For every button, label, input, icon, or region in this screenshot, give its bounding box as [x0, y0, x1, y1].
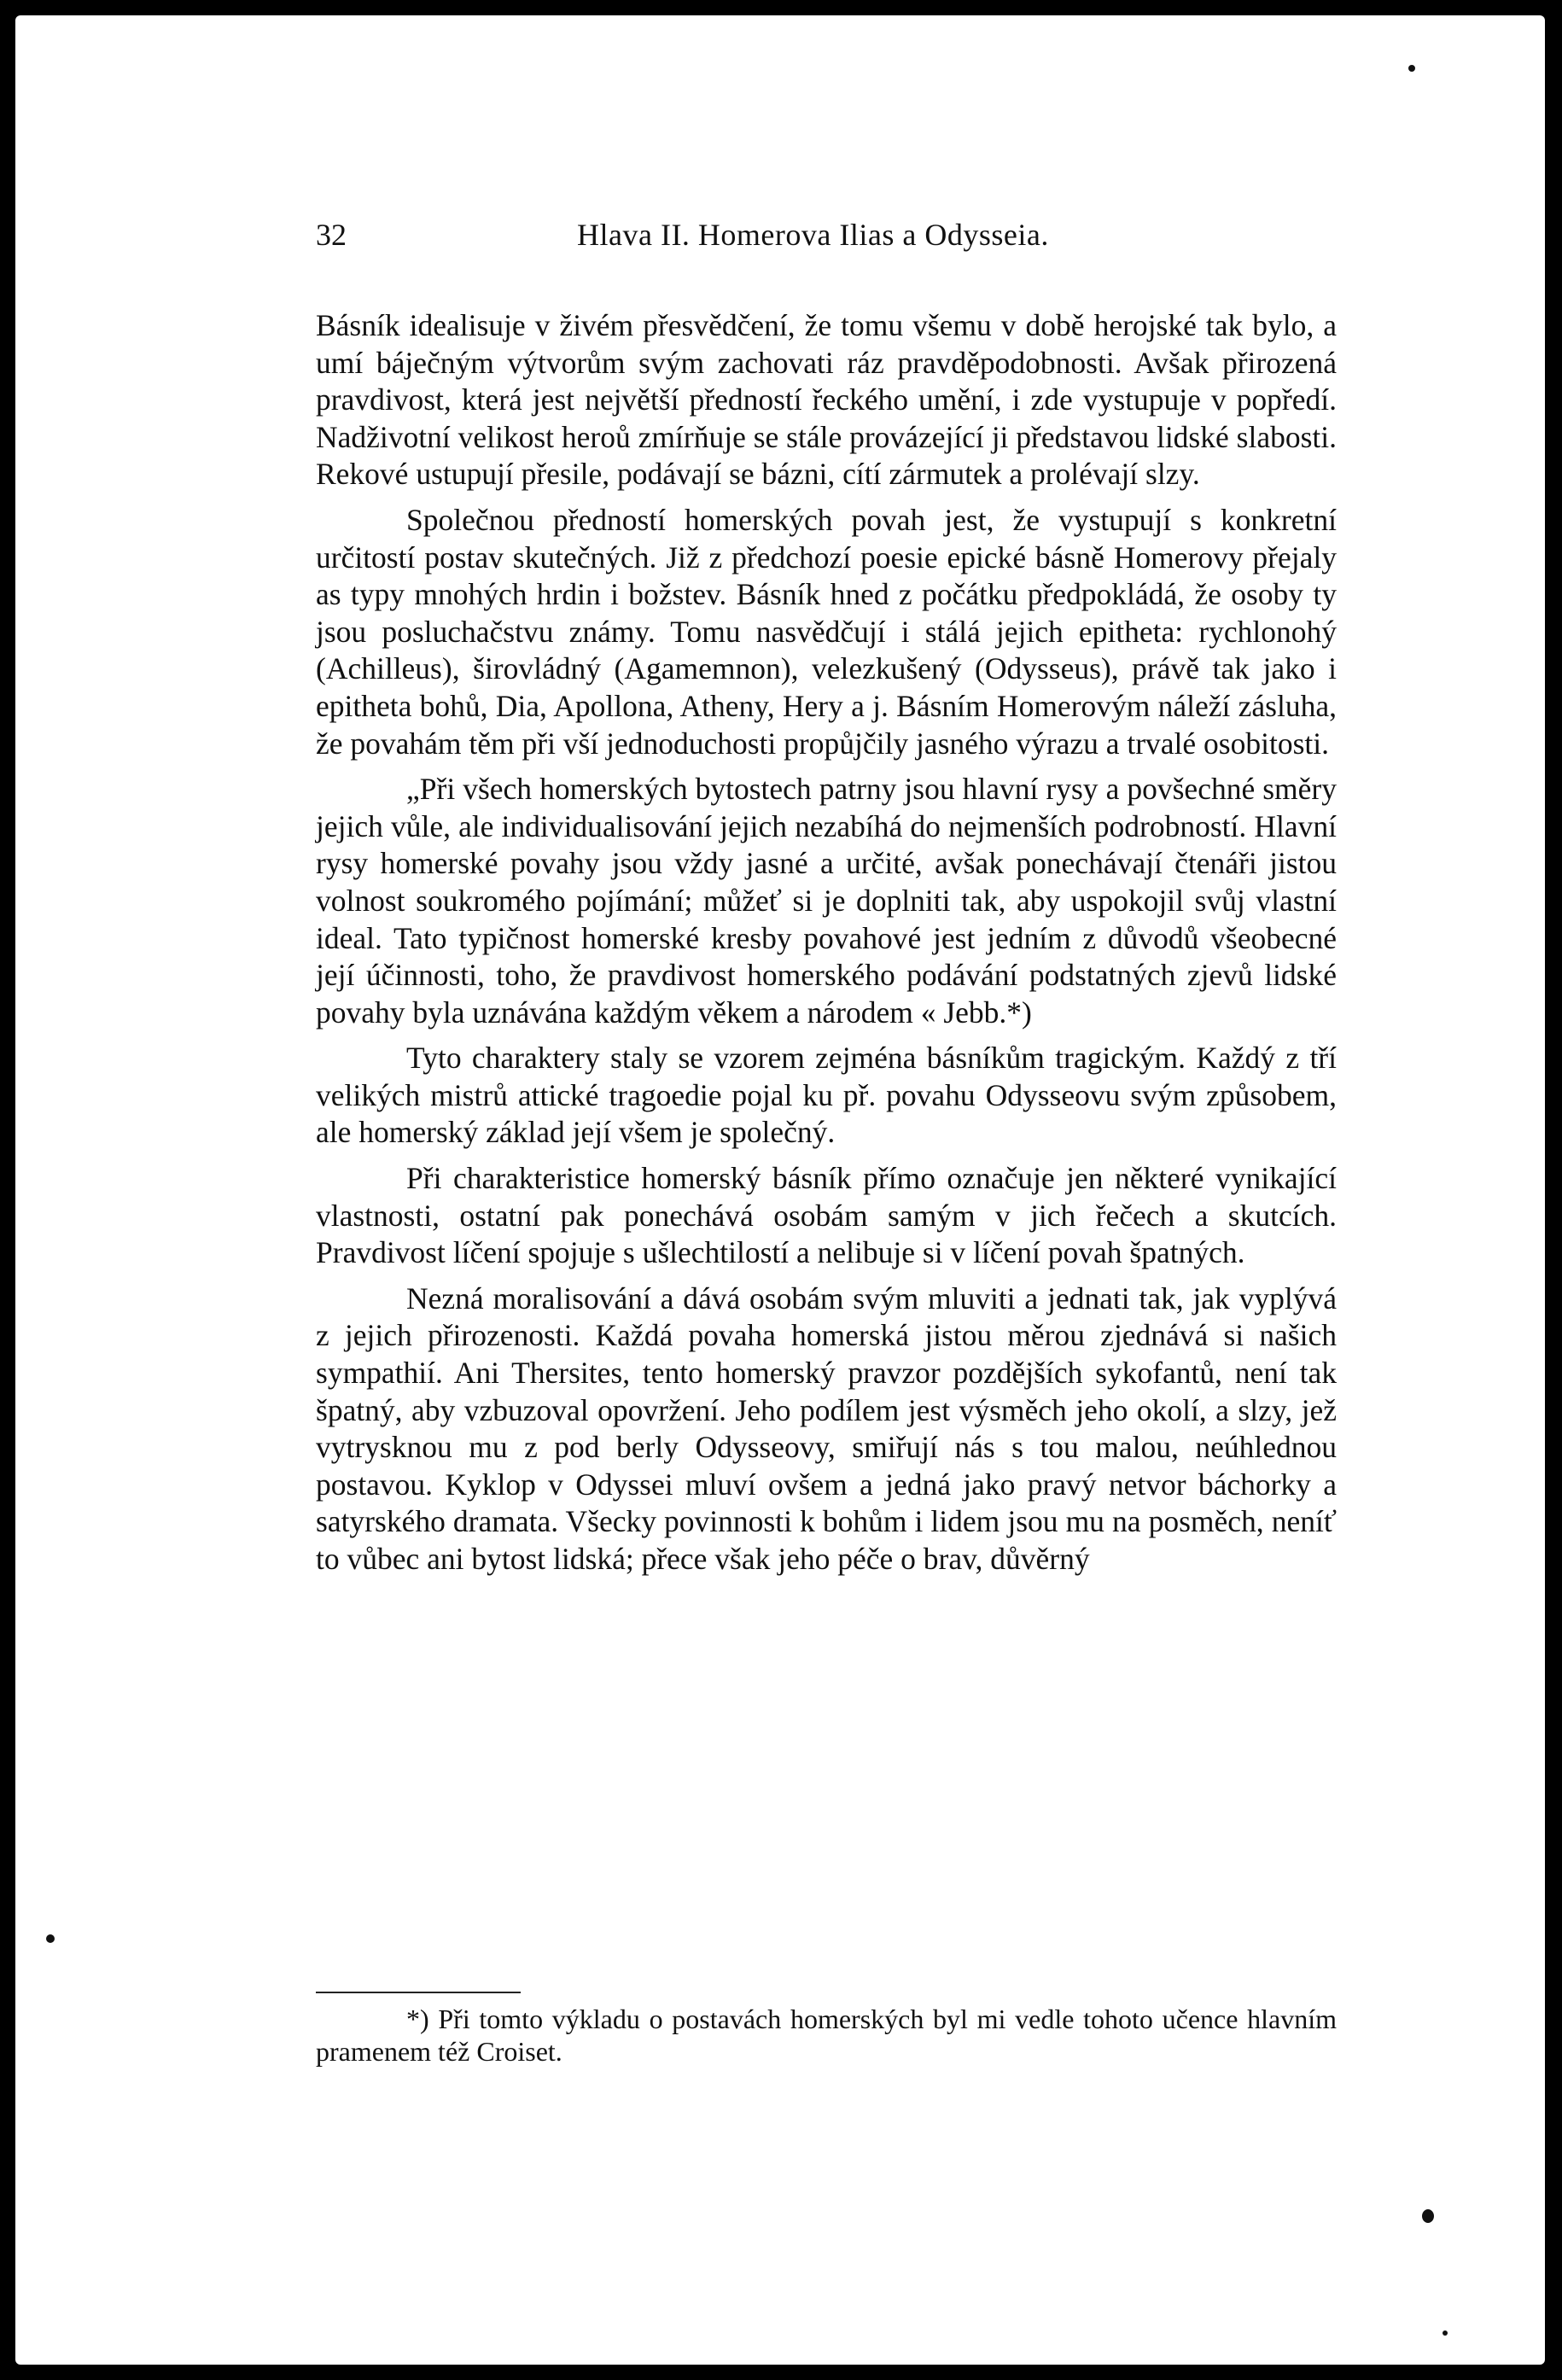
running-title: Hlava II. Homerova Ilias a Odysseia. [577, 218, 1049, 252]
paragraph: Nezná moralisování a dává osobám svým mluviti a jednati tak, jak vyplývá z jejich přirozenosti. Každá povaha homerská jistou měrou zjednává si našich sympathií. Ani Thersites, tento homerský pravzor pozdějších sykofantů, není tak špatný, aby vzbuzoval opovržení. Jeho podílem jest výsměch jeho okolí, a slzy, jež vytrysknou mu z pod berly Odysseovy, smiřují nás s tou malou, neúhlednou postavou. Kyklop v Odyssei mluví ovšem a jedná jako pravý netvor báchorky a satyrského dramata. Všecky povinnosti k bohům i lidem jsou mu na posměch, neníť to vůbec ani bytost lidská; přece však jeho péče o brav, důvěrný [316, 1280, 1337, 1576]
body-text [316, 307, 1337, 1587]
paragraph: Tyto charaktery staly se vzorem zejména básníkům tragickým. Každý z tří velikých mistrů attické tragoedie pojal ku př. povahu Odysseovu svým způsobem, ale homerský základ její všem je společný. [316, 1041, 1337, 1150]
book-page [15, 15, 1545, 2365]
paragraph: „Při všech homerských bytostech patrny jsou hlavní rysy a povšechné směry jejich vůle, ale individualisování jejich nezabíhá do nejmenších podrobností. Hlavní rysy homerské povahy jsou vždy jasné a určité, avšak ponechávají čtenáři jistou volnost soukromého pojímání; můžeť si je doplniti tak, aby uspokojil svůj vlastní ideal. Tato typičnost homerské kresby povahové jest jedním z důvodů všeobecné její účinnosti, toho, že pravdivost homerského podávání podstatných zjevů lidské povahy byla uznávána každým věkem a národem « Jebb.*) [316, 772, 1337, 1030]
scan-speck [1422, 2209, 1434, 2223]
paragraph: Básník idealisuje v živém přesvědčení, že tomu všemu v době herojské tak bylo, a umí báječným výtvorům svým zachovati ráz pravděpodobnosti. Avšak přirozená pravdivost, která jest největší předností řeckého umění, i zde vystupuje v popředí. Nadživotní velikost heroů zmírňuje se stále provázející ji představou lidské slabosti. Rekové ustupují přesile, podávají se bázni, cítí zármutek a prolévají slzy. [316, 308, 1337, 492]
footnote: *) Při tomto výkladu o postavách homerských byl mi vedle tohoto učence hlavním pramenem též Croiset. [316, 2004, 1337, 2067]
scan-speck [1408, 65, 1415, 72]
footnote-separator [316, 1992, 521, 1993]
paragraph: Při charakteristice homerský básník přímo označuje jen některé vynikající vlastnosti, ostatní pak ponechává osobám samým v jich řečech a skutcích. Pravdivost líčení spojuje s ušlechtilostí a nelibuje si v líčení povah špatných. [316, 1161, 1337, 1270]
scan-speck [46, 1934, 55, 1943]
paragraph: Společnou předností homerských povah jest, že vystupují s konkretní určitostí postav skutečných. Již z předchozí poesie epické básně Homerovy přejaly as typy mnohých hrdin i božstev. Básník hned z počátku předpokládá, že osoby ty jsou posluchačstvu známy. Tomu nasvědčují i stálá jejich epitheta: rychlonohý (Achilleus), širovládný (Agamemnon), velezkušený (Odysseus), právě tak jako i epitheta bohů, Dia, Apollona, Atheny, Hery a j. Básním Homerovým náleží zásluha, že povahám těm při vší jednoduchosti propůjčily jasného výrazu a trvalé osobitosti. [316, 502, 1337, 761]
page-number: 32 [316, 218, 347, 252]
scan-speck [1443, 2330, 1448, 2336]
